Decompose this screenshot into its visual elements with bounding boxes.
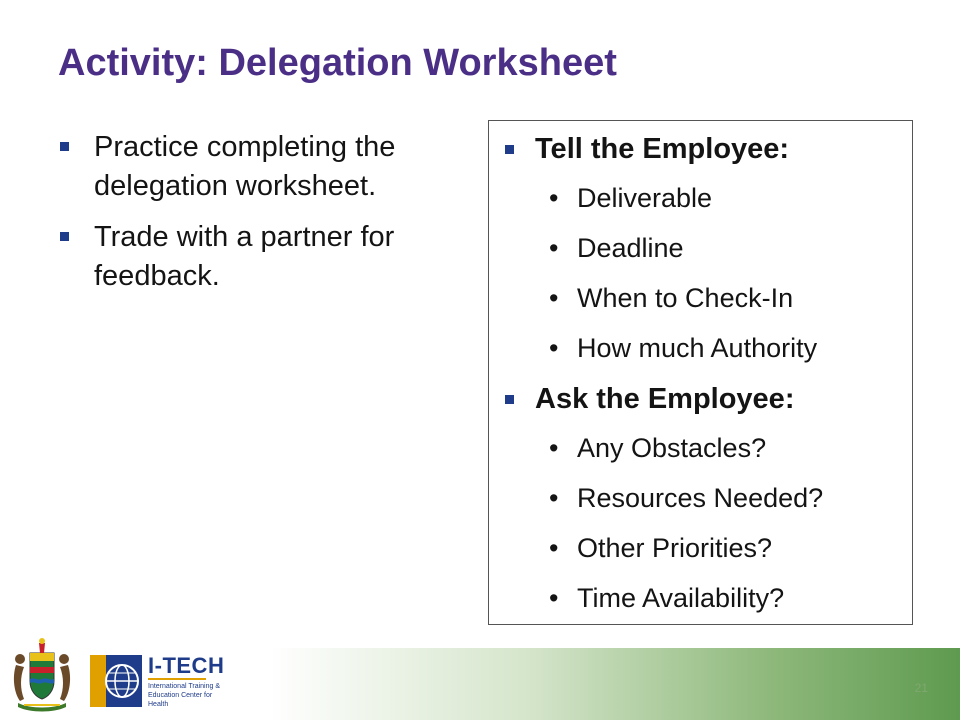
dot-bullet-icon: • — [549, 283, 559, 313]
dot-bullet-icon: • — [549, 433, 559, 463]
employee-checklist-box — [488, 120, 913, 625]
list-item — [489, 323, 912, 373]
square-bullet-icon — [60, 142, 69, 151]
list-item — [489, 523, 912, 573]
list-item — [489, 173, 912, 223]
footer-band — [0, 648, 960, 720]
square-bullet-icon — [505, 145, 514, 154]
left-bullet-text: Trade with a partner for feedback. — [94, 221, 395, 292]
list-item — [489, 223, 912, 273]
left-bullet-item — [60, 218, 440, 296]
itech-globe-icon — [90, 655, 142, 707]
itech-subtitle: International Training & Education Center for Health — [148, 683, 220, 708]
list-item-text: Deadline — [577, 233, 684, 263]
list-item-text: Any Obstacles? — [577, 433, 767, 463]
list-item — [489, 573, 912, 623]
list-item-text: Deliverable — [577, 183, 713, 213]
list-item-text: Time Availability? — [577, 583, 785, 613]
itech-wordmark: I-TECH — [148, 653, 225, 678]
ask-employee-heading — [489, 381, 912, 417]
ask-heading-text: Ask the Employee: — [535, 383, 795, 415]
dot-bullet-icon: • — [549, 183, 559, 213]
list-item-text: Other Priorities? — [577, 533, 773, 563]
list-item-text: When to Check-In — [577, 283, 794, 313]
list-item — [489, 423, 912, 473]
page-number: 21 — [914, 681, 928, 695]
square-bullet-icon — [505, 395, 514, 404]
dot-bullet-icon: • — [549, 233, 559, 263]
list-item — [489, 473, 912, 523]
dot-bullet-icon: • — [549, 583, 559, 613]
itech-divider — [148, 678, 206, 680]
list-item-text: How much Authority — [577, 333, 818, 363]
left-bullet-list — [60, 128, 440, 308]
dot-bullet-icon: • — [549, 483, 559, 513]
list-item-text: Resources Needed? — [577, 483, 824, 513]
tell-items-list — [489, 173, 912, 373]
square-bullet-icon — [60, 232, 69, 241]
tell-heading-text: Tell the Employee: — [535, 133, 790, 165]
dot-bullet-icon: • — [549, 333, 559, 363]
list-item — [489, 273, 912, 323]
slide-title: Activity: Delegation Worksheet — [58, 42, 617, 84]
dot-bullet-icon: • — [549, 533, 559, 563]
tell-employee-heading — [489, 131, 912, 167]
tanzania-coat-of-arms-icon — [10, 635, 74, 715]
ask-items-list — [489, 423, 912, 623]
left-bullet-text: Practice completing the delegation worksheet. — [94, 131, 396, 202]
left-bullet-item — [60, 128, 440, 206]
